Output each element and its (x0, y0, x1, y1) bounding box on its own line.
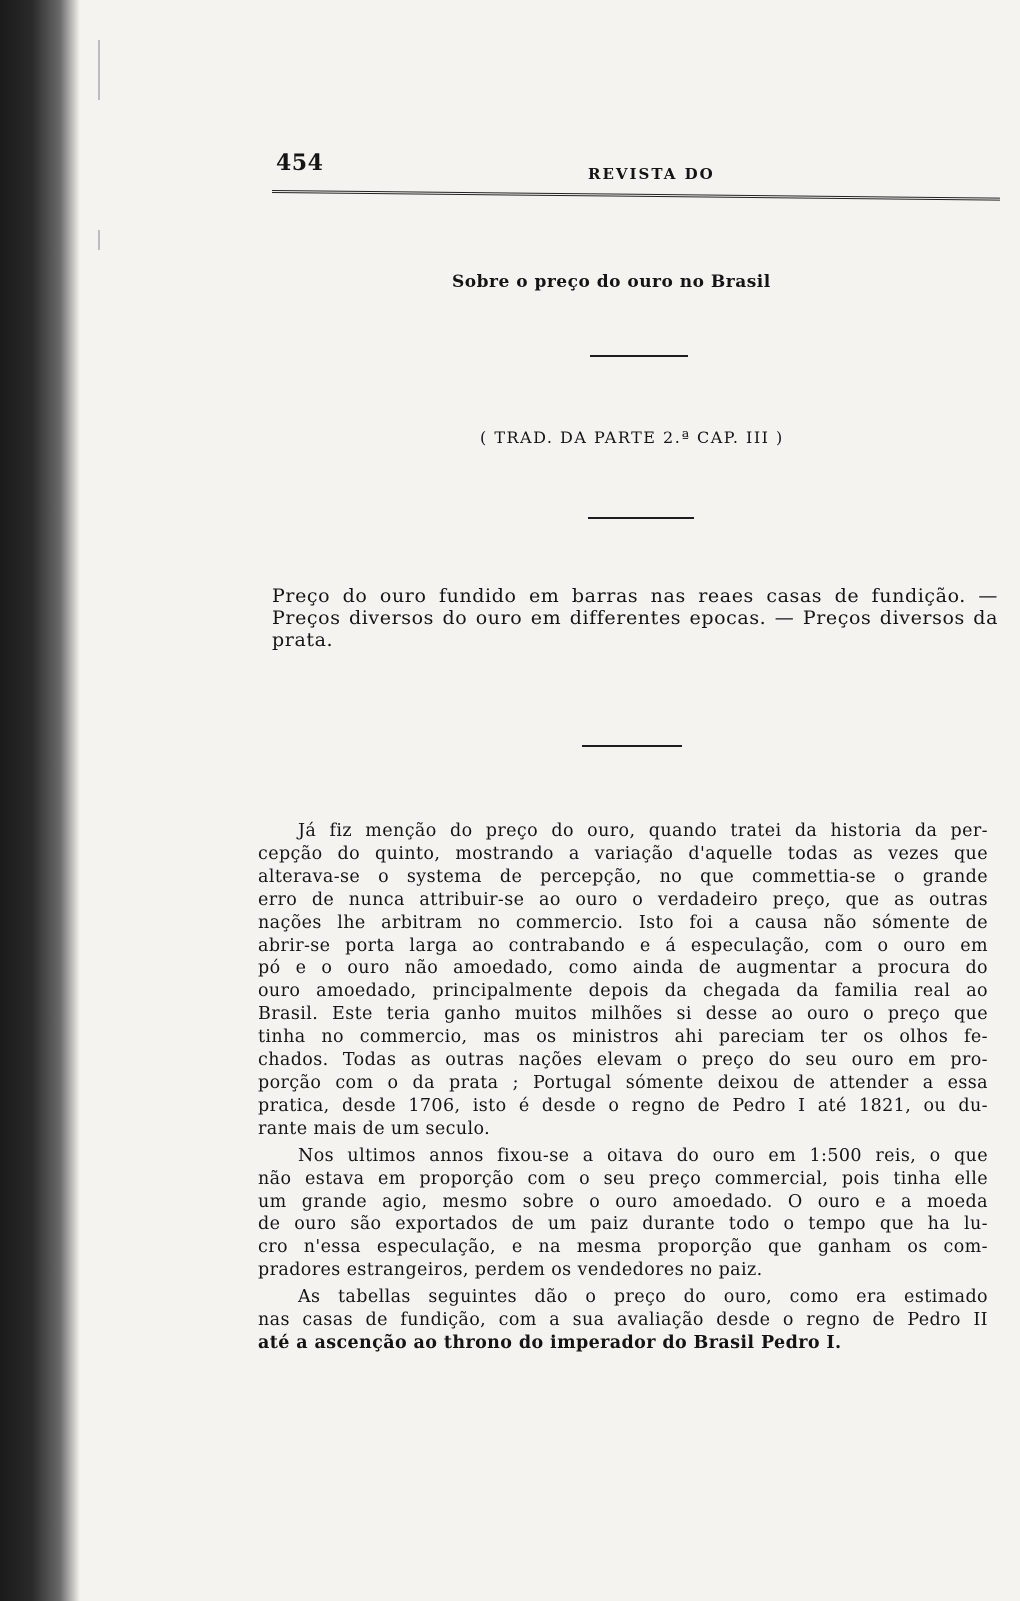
body-line: As tabellas seguintes dão o preço do ouro, como era estimado (298, 1287, 988, 1308)
body-line: cepção do quinto, mostrando a variação d'aquelle todas as vezes que (258, 843, 988, 864)
paragraph (258, 1286, 988, 1355)
body-line: ouro amoedado, principalmente depois da chegada da familia real ao (258, 981, 988, 1002)
article-title-text: Sobre o preço do ouro no Brasil (452, 272, 771, 292)
body-line: erro de nunca attribuir-se ao ouro o verdadeiro preço, que as outras (258, 889, 988, 910)
binding-speck (98, 230, 100, 250)
body-line: chados. Todas as outras nações elevam o preço do seu ouro em pro- (258, 1050, 988, 1071)
body-line: rante mais de um seculo. (258, 1118, 491, 1139)
title-divider (590, 355, 688, 357)
summary-line: Preços diversos do ouro em differentes epocas. — Preços diversos da (272, 607, 998, 629)
body-line: nas casas de fundição, com a sua avaliação desde o regno de Pedro II (258, 1310, 988, 1331)
body-line: até a ascenção ao throno do imperador do Brasil Pedro I. (258, 1332, 842, 1353)
running-head: REVISTA DO (588, 165, 715, 183)
body-line: pó e o ouro não amoedado, como ainda de augmentar a procura do (258, 958, 988, 979)
body-line: pradores estrangeiros, perdem os vendedores no paiz. (258, 1260, 763, 1281)
body-line: cro n'essa especulação, e na mesma proporção que ganham os com- (258, 1237, 988, 1258)
article-summary (272, 585, 998, 651)
page-binding-shadow (0, 0, 80, 1601)
body-line: pratica, desde 1706, isto é desde o regno de Pedro I até 1821, ou du- (258, 1095, 988, 1116)
body-line: tinha no commercio, mas os ministros ahi pareciam ter os olhos fe- (258, 1027, 988, 1048)
body-line: um grande agio, mesmo sobre o ouro amoedado. O ouro e a moeda (258, 1191, 988, 1212)
article-body (258, 820, 988, 1359)
body-line: abrir-se porta larga ao contrabando e á especulação, com o ouro em (258, 935, 988, 956)
body-line: Já fiz menção do preço do ouro, quando tratei da historia da per- (298, 821, 988, 841)
article-subtitle: ( TRAD. DA PARTE 2.ª CAP. III ) (480, 428, 784, 447)
body-line: nações lhe arbitram no commercio. Isto foi a causa não sómente de (258, 912, 988, 933)
summary-divider (582, 745, 682, 747)
body-line: porção com o da prata ; Portugal sómente deixou de attender a essa (258, 1072, 988, 1093)
body-line: Brasil. Este teria ganho muitos milhões si desse ao ouro o preço que (258, 1004, 988, 1025)
summary-line: Preço do ouro fundido em barras nas reaes casas de fundição. — (272, 585, 998, 607)
body-line: não estava em proporção com o seu preço commercial, pois tinha elle (258, 1168, 988, 1189)
body-line: alterava-se o systema de percepção, no que commettia-se o grande (258, 866, 988, 887)
article-title (0, 272, 1020, 292)
header-rule (272, 190, 1000, 201)
paragraph (258, 1145, 988, 1282)
body-line: de ouro são exportados de um paiz durante todo o tempo que ha lu- (258, 1214, 988, 1235)
binding-speck (98, 40, 100, 100)
paragraph (258, 820, 988, 1141)
subtitle-divider (588, 517, 694, 519)
body-line: Nos ultimos annos fixou-se a oitava do ouro em 1:500 reis, o que (298, 1145, 988, 1166)
page-number: 454 (276, 150, 324, 176)
summary-line: prata. (272, 629, 334, 651)
